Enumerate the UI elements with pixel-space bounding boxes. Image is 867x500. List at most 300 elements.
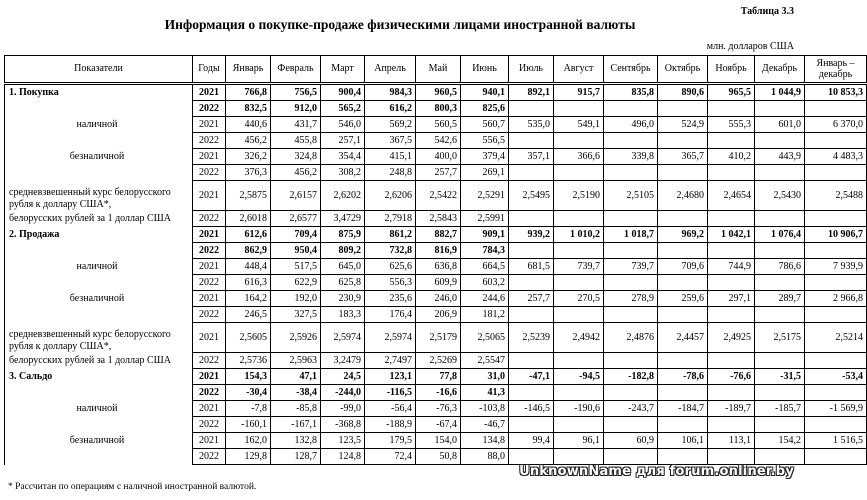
value-cell	[509, 275, 554, 291]
value-cell: -190,6	[554, 401, 604, 417]
value-cell: 410,2	[708, 149, 755, 165]
value-cell	[708, 275, 755, 291]
value-cell: 2,6206	[365, 181, 416, 211]
row-label: наличной	[5, 259, 193, 275]
value-cell: 257,7	[416, 165, 461, 181]
row-label	[5, 449, 193, 465]
value-cell: 2,4654	[708, 181, 755, 211]
value-cell	[708, 307, 755, 323]
value-cell: -160,1	[226, 417, 271, 433]
value-cell: 246,0	[416, 291, 461, 307]
value-cell: -30,4	[226, 385, 271, 401]
header-cell: Ноябрь	[708, 56, 755, 84]
value-cell: 96,1	[554, 433, 604, 449]
row-label	[5, 243, 193, 259]
value-cell	[509, 211, 554, 227]
value-cell: 900,4	[321, 84, 365, 101]
value-cell: 625,6	[365, 259, 416, 275]
value-cell: 2,5105	[604, 181, 658, 211]
value-cell: -76,6	[708, 369, 755, 385]
value-cell: 969,2	[658, 227, 708, 243]
header-cell: Январь – декабрь	[805, 56, 867, 84]
row-label	[5, 101, 193, 117]
value-cell: 609,9	[416, 275, 461, 291]
value-cell	[708, 243, 755, 259]
value-cell	[604, 165, 658, 181]
value-cell	[755, 385, 805, 401]
value-cell: 246,5	[226, 307, 271, 323]
value-cell: 206,9	[416, 307, 461, 323]
value-cell	[708, 165, 755, 181]
year-cell: 2022	[193, 385, 226, 401]
value-cell: 2,6577	[271, 211, 321, 227]
value-cell: 88,0	[461, 449, 509, 465]
header-cell: Показатели	[5, 56, 193, 84]
value-cell: 2,5269	[416, 353, 461, 369]
value-cell	[755, 133, 805, 149]
value-cell: 400,0	[416, 149, 461, 165]
value-cell: -185,7	[755, 401, 805, 417]
value-cell	[708, 133, 755, 149]
value-cell: 625,8	[321, 275, 365, 291]
value-cell: 2,4457	[658, 323, 708, 353]
year-cell: 2021	[193, 259, 226, 275]
watermark: UnknownName для forum.onliner.by	[519, 464, 794, 479]
year-cell: 2022	[193, 243, 226, 259]
value-cell: 950,4	[271, 243, 321, 259]
value-cell: 549,1	[554, 117, 604, 133]
table-row	[5, 323, 867, 353]
value-cell: 556,5	[461, 133, 509, 149]
value-cell: 443,9	[755, 149, 805, 165]
value-cell	[554, 417, 604, 433]
value-cell	[708, 385, 755, 401]
value-cell: 2,7497	[365, 353, 416, 369]
value-cell: 162,0	[226, 433, 271, 449]
value-cell: 809,2	[321, 243, 365, 259]
row-label	[5, 165, 193, 181]
value-cell: 939,2	[509, 227, 554, 243]
value-cell: 1 516,5	[805, 433, 867, 449]
value-cell	[658, 417, 708, 433]
value-cell: -99,0	[321, 401, 365, 417]
table-row	[5, 181, 867, 211]
value-cell: 2,5065	[461, 323, 509, 353]
value-cell: 327,5	[271, 307, 321, 323]
table-row	[5, 84, 867, 101]
value-cell: 875,9	[321, 227, 365, 243]
value-cell: 2,5736	[226, 353, 271, 369]
value-cell	[805, 211, 867, 227]
header-cell: Февраль	[271, 56, 321, 84]
value-cell: -38,4	[271, 385, 321, 401]
year-cell: 2022	[193, 211, 226, 227]
value-cell: 440,6	[226, 117, 271, 133]
header-cell: Март	[321, 56, 365, 84]
value-cell: 192,0	[271, 291, 321, 307]
value-cell: 2,5422	[416, 181, 461, 211]
value-cell: 10 853,3	[805, 84, 867, 101]
value-cell: 601,0	[755, 117, 805, 133]
value-cell: -53,4	[805, 369, 867, 385]
value-cell: 50,8	[416, 449, 461, 465]
value-cell: 455,8	[271, 133, 321, 149]
value-cell: 72,4	[365, 449, 416, 465]
row-label: средневзвешенный курс белорусского рубля к доллару США*,	[5, 181, 193, 211]
year-cell: 2021	[193, 401, 226, 417]
value-cell: 542,6	[416, 133, 461, 149]
value-cell: 106,1	[658, 433, 708, 449]
value-cell	[805, 417, 867, 433]
header-cell: Май	[416, 56, 461, 84]
value-cell: 77,8	[416, 369, 461, 385]
value-cell: 270,5	[554, 291, 604, 307]
value-cell: -94,5	[554, 369, 604, 385]
value-cell: 324,8	[271, 149, 321, 165]
value-cell: 235,6	[365, 291, 416, 307]
value-cell	[554, 307, 604, 323]
value-cell: -85,8	[271, 401, 321, 417]
year-cell: 2022	[193, 165, 226, 181]
value-cell: 128,7	[271, 449, 321, 465]
row-label: безналичной	[5, 291, 193, 307]
value-cell: 2,5963	[271, 353, 321, 369]
value-cell	[805, 275, 867, 291]
value-cell: -167,1	[271, 417, 321, 433]
value-cell: 892,1	[509, 84, 554, 101]
value-cell: 134,8	[461, 433, 509, 449]
page-title: Информация о покупке-продаже физическими лицами иностранной валюты	[164, 17, 636, 32]
value-cell: 24,5	[321, 369, 365, 385]
value-cell	[755, 417, 805, 433]
value-cell: 2,5843	[416, 211, 461, 227]
value-cell	[805, 243, 867, 259]
value-cell: 376,3	[226, 165, 271, 181]
value-cell: 517,5	[271, 259, 321, 275]
value-cell	[658, 307, 708, 323]
header-cell: Июнь	[461, 56, 509, 84]
value-cell: 2,5190	[554, 181, 604, 211]
value-cell	[554, 211, 604, 227]
row-label: 1. Покупка	[5, 84, 193, 101]
header-cell: Август	[554, 56, 604, 84]
value-cell: 603,2	[461, 275, 509, 291]
value-cell: 784,3	[461, 243, 509, 259]
value-cell	[554, 133, 604, 149]
row-label: 2. Продажа	[5, 227, 193, 243]
value-cell: 2,4942	[554, 323, 604, 353]
value-cell: -1 569,9	[805, 401, 867, 417]
table-row	[5, 369, 867, 385]
value-cell: 565,2	[321, 101, 365, 117]
row-label: безналичной	[5, 149, 193, 165]
header-cell: Октябрь	[658, 56, 708, 84]
value-cell: 744,9	[708, 259, 755, 275]
value-cell: -182,8	[604, 369, 658, 385]
value-cell: 123,1	[365, 369, 416, 385]
year-cell: 2021	[193, 149, 226, 165]
value-cell	[755, 211, 805, 227]
value-cell	[509, 449, 554, 465]
value-cell	[805, 449, 867, 465]
value-cell: 984,3	[365, 84, 416, 101]
value-cell	[509, 353, 554, 369]
row-label	[5, 417, 193, 433]
value-cell: 3,4729	[321, 211, 365, 227]
value-cell	[604, 385, 658, 401]
value-cell	[658, 449, 708, 465]
row-label	[5, 307, 193, 323]
value-cell: -76,3	[416, 401, 461, 417]
table-row	[5, 211, 867, 227]
value-cell: 2,6157	[271, 181, 321, 211]
value-cell	[658, 385, 708, 401]
value-cell: 569,2	[365, 117, 416, 133]
table-body	[5, 84, 867, 465]
value-cell	[755, 307, 805, 323]
value-cell: 636,8	[416, 259, 461, 275]
value-cell: 60,9	[604, 433, 658, 449]
value-cell: 448,4	[226, 259, 271, 275]
value-cell: 297,1	[708, 291, 755, 307]
year-cell: 2022	[193, 133, 226, 149]
table-row	[5, 307, 867, 323]
value-cell: -184,7	[658, 401, 708, 417]
value-cell: -67,4	[416, 417, 461, 433]
value-cell	[708, 449, 755, 465]
year-cell: 2022	[193, 101, 226, 117]
value-cell: 99,4	[509, 433, 554, 449]
value-cell	[755, 243, 805, 259]
value-cell: 1 018,7	[604, 227, 658, 243]
value-cell: 612,6	[226, 227, 271, 243]
value-cell	[604, 275, 658, 291]
value-cell	[755, 275, 805, 291]
year-cell: 2022	[193, 417, 226, 433]
value-cell: 800,3	[416, 101, 461, 117]
value-cell: 154,3	[226, 369, 271, 385]
value-cell: 732,8	[365, 243, 416, 259]
value-cell	[658, 133, 708, 149]
value-cell: 248,8	[365, 165, 416, 181]
value-cell	[708, 211, 755, 227]
value-cell	[509, 307, 554, 323]
value-cell: 308,2	[321, 165, 365, 181]
row-label: 3. Сальдо	[5, 369, 193, 385]
value-cell: 1 076,4	[755, 227, 805, 243]
year-cell: 2021	[193, 369, 226, 385]
value-cell: 257,7	[509, 291, 554, 307]
value-cell: -189,7	[708, 401, 755, 417]
row-label: наличной	[5, 401, 193, 417]
value-cell: 560,7	[461, 117, 509, 133]
value-cell: 882,7	[416, 227, 461, 243]
footnote: * Рассчитан по операциям с наличной иностранной валютой.	[8, 482, 257, 492]
row-label: безналичной	[5, 433, 193, 449]
year-cell: 2021	[193, 181, 226, 211]
value-cell	[509, 165, 554, 181]
value-cell	[554, 275, 604, 291]
year-cell: 2021	[193, 291, 226, 307]
value-cell: 10 906,7	[805, 227, 867, 243]
table-row	[5, 353, 867, 369]
value-cell: 965,5	[708, 84, 755, 101]
value-cell: 616,3	[226, 275, 271, 291]
value-cell	[658, 353, 708, 369]
header-cell: Годы	[193, 56, 226, 84]
value-cell: 339,8	[604, 149, 658, 165]
value-cell: 132,8	[271, 433, 321, 449]
value-cell: -47,1	[509, 369, 554, 385]
value-cell: 940,1	[461, 84, 509, 101]
row-label	[5, 385, 193, 401]
value-cell	[554, 243, 604, 259]
value-cell: 766,8	[226, 84, 271, 101]
value-cell	[509, 417, 554, 433]
value-cell: -56,4	[365, 401, 416, 417]
value-cell: 2,7918	[365, 211, 416, 227]
value-cell: 786,6	[755, 259, 805, 275]
value-cell	[708, 101, 755, 117]
value-cell: 709,4	[271, 227, 321, 243]
value-cell: 176,4	[365, 307, 416, 323]
value-cell: 154,0	[416, 433, 461, 449]
value-cell: 535,0	[509, 117, 554, 133]
year-cell: 2022	[193, 307, 226, 323]
value-cell: 756,5	[271, 84, 321, 101]
value-cell: 560,5	[416, 117, 461, 133]
value-cell: 259,6	[658, 291, 708, 307]
value-cell	[658, 243, 708, 259]
row-label: наличной	[5, 117, 193, 133]
value-cell: 1 042,1	[708, 227, 755, 243]
value-cell: 2,5488	[805, 181, 867, 211]
value-cell: -188,9	[365, 417, 416, 433]
value-cell: 645,0	[321, 259, 365, 275]
table-row	[5, 101, 867, 117]
value-cell: 2,5495	[509, 181, 554, 211]
value-cell: 2,5547	[461, 353, 509, 369]
value-cell	[604, 353, 658, 369]
value-cell: 739,7	[554, 259, 604, 275]
value-cell: 179,5	[365, 433, 416, 449]
row-label: белорусских рублей за 1 доллар США	[5, 353, 193, 369]
value-cell: 257,1	[321, 133, 365, 149]
table-row	[5, 385, 867, 401]
value-cell: 357,1	[509, 149, 554, 165]
value-cell	[755, 165, 805, 181]
value-cell: 326,2	[226, 149, 271, 165]
value-cell	[805, 353, 867, 369]
value-cell: 556,3	[365, 275, 416, 291]
value-cell: 664,5	[461, 259, 509, 275]
value-cell: 861,2	[365, 227, 416, 243]
value-cell	[554, 165, 604, 181]
value-cell: -7,8	[226, 401, 271, 417]
value-cell: 1 010,2	[554, 227, 604, 243]
value-cell: 2,6018	[226, 211, 271, 227]
value-cell	[604, 133, 658, 149]
value-cell: 2,6202	[321, 181, 365, 211]
table-row	[5, 133, 867, 149]
value-cell: 379,4	[461, 149, 509, 165]
value-cell: 2,5214	[805, 323, 867, 353]
value-cell	[509, 385, 554, 401]
value-cell	[805, 165, 867, 181]
value-cell	[554, 385, 604, 401]
value-cell: 244,6	[461, 291, 509, 307]
table-row	[5, 243, 867, 259]
table-row	[5, 117, 867, 133]
value-cell: -116,5	[365, 385, 416, 401]
value-cell: 2,5179	[416, 323, 461, 353]
value-cell: 835,8	[604, 84, 658, 101]
value-cell: -243,7	[604, 401, 658, 417]
value-cell: 415,1	[365, 149, 416, 165]
table-row	[5, 275, 867, 291]
value-cell: 4 483,3	[805, 149, 867, 165]
value-cell: 47,1	[271, 369, 321, 385]
value-cell: 154,2	[755, 433, 805, 449]
table-row	[5, 149, 867, 165]
value-cell: -16,6	[416, 385, 461, 401]
value-cell	[658, 165, 708, 181]
value-cell: 31,0	[461, 369, 509, 385]
value-cell: 367,5	[365, 133, 416, 149]
value-cell	[509, 243, 554, 259]
table-row	[5, 401, 867, 417]
value-cell: 2,5974	[365, 323, 416, 353]
value-cell: 354,4	[321, 149, 365, 165]
header-cell: Апрель	[365, 56, 416, 84]
value-cell: 2,5991	[461, 211, 509, 227]
year-cell: 2022	[193, 353, 226, 369]
value-cell	[604, 449, 658, 465]
value-cell: 183,3	[321, 307, 365, 323]
value-cell	[604, 243, 658, 259]
value-cell: 456,2	[271, 165, 321, 181]
value-cell: 289,7	[755, 291, 805, 307]
table-row	[5, 433, 867, 449]
year-cell: 2021	[193, 84, 226, 101]
value-cell	[604, 211, 658, 227]
value-cell: 3,2479	[321, 353, 365, 369]
value-cell: 2,4925	[708, 323, 755, 353]
value-cell: 2,5875	[226, 181, 271, 211]
value-cell: 1 044,9	[755, 84, 805, 101]
table-row	[5, 449, 867, 465]
value-cell: 2,5974	[321, 323, 365, 353]
year-cell: 2021	[193, 227, 226, 243]
value-cell	[658, 211, 708, 227]
value-cell: 890,6	[658, 84, 708, 101]
value-cell: 912,0	[271, 101, 321, 117]
row-label	[5, 133, 193, 149]
row-label: белорусских рублей за 1 доллар США	[5, 211, 193, 227]
value-cell	[805, 307, 867, 323]
value-cell	[708, 353, 755, 369]
value-cell	[604, 417, 658, 433]
row-label	[5, 275, 193, 291]
value-cell: -146,5	[509, 401, 554, 417]
value-cell: 2,5291	[461, 181, 509, 211]
table-row	[5, 291, 867, 307]
value-cell: 524,9	[658, 117, 708, 133]
value-cell	[604, 101, 658, 117]
value-cell: 832,5	[226, 101, 271, 117]
value-cell: -31,5	[755, 369, 805, 385]
value-cell: 366,6	[554, 149, 604, 165]
